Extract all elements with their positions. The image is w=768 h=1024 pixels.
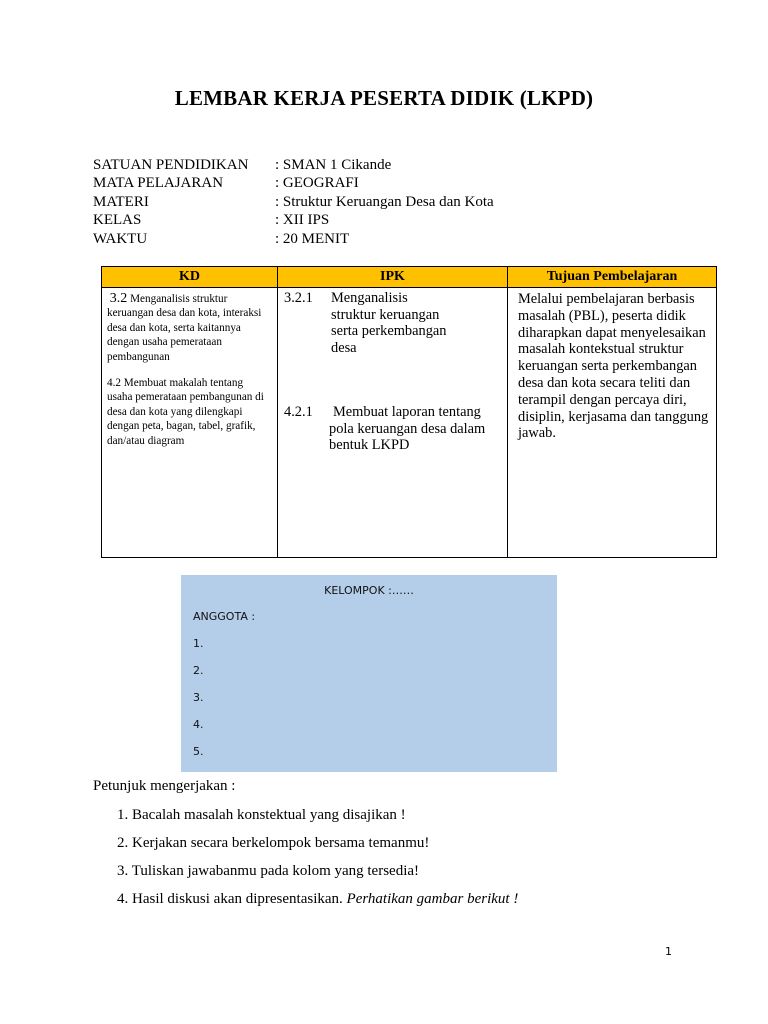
ipk-text: Menganalisis struktur keruangan serta perkembangan desa [331, 290, 447, 356]
member-number: 5. [193, 745, 204, 758]
instruction-item: 1. Bacalah masalah konstektual yang disajikan ! [117, 807, 406, 823]
ipk-number: 4.2.1 [284, 404, 313, 420]
kd-item [107, 376, 271, 448]
kd-text: Menganalisis struktur keruangan desa dan kota, interaksi desa dan kota, serta kaitannya dengan usaha pemerataan pembangunan [107, 293, 262, 363]
info-row [93, 174, 494, 192]
kd-item [107, 292, 271, 364]
members-label: ANGGOTA : [193, 610, 256, 623]
header-kd: KD [102, 267, 278, 288]
ipk-cell [278, 288, 508, 558]
ipk-number: 3.2.1 [284, 290, 313, 306]
info-value: : XII IPS [275, 212, 330, 229]
instruction-item: 2. Kerjakan secara berkelompok bersama temanmu! [117, 835, 430, 851]
info-value: : 20 MENIT [275, 230, 350, 247]
instruction-emphasis: Perhatikan gambar berikut ! [346, 891, 519, 907]
kd-number: 3.2 [109, 291, 128, 306]
kd-text: Membuat makalah tentang usaha pemerataan pembangunan di desa dan kota yang dilengkapi dengan peta, bagan, tabel, grafik, dan/atau diagram [107, 377, 264, 447]
group-title: KELOMPOK :…… [324, 584, 414, 597]
kd-ipk-table [101, 266, 717, 558]
info-value: : GEOGRAFI [275, 175, 359, 192]
page-title: LEMBAR KERJA PESERTA DIDIK (LKPD) [174, 86, 594, 110]
member-number: 3. [193, 691, 204, 704]
info-row [93, 211, 494, 229]
instruction-item [117, 891, 518, 908]
group-box [181, 575, 557, 772]
member-number: 1. [193, 637, 204, 650]
member-number: 2. [193, 664, 204, 677]
info-label: SATUAN PENDIDIKAN [93, 157, 249, 173]
info-label: KELAS [93, 212, 142, 229]
info-label: MATA PELAJARAN [93, 175, 224, 192]
kd-number: 4.2 [107, 377, 121, 390]
info-row [93, 156, 494, 174]
instructions-title: Petunjuk mengerjakan : [93, 778, 236, 794]
info-row [93, 193, 494, 211]
member-number: 4. [193, 718, 204, 731]
info-value: : SMAN 1 Cikande [275, 157, 392, 173]
info-label: MATERI [93, 193, 149, 210]
header-ipk: IPK [278, 267, 508, 288]
header-tujuan: Tujuan Pembelajaran [508, 267, 717, 288]
kd-cell [102, 288, 278, 558]
info-label: WAKTU [93, 230, 148, 247]
info-row [93, 230, 494, 248]
identity-info [93, 156, 494, 248]
instruction-text: 4. Hasil diskusi akan dipresentasikan. [117, 891, 343, 907]
instruction-item: 3. Tuliskan jawabanmu pada kolom yang tersedia! [117, 863, 420, 879]
ipk-text: Membuat laporan tentang pola keruangan desa dalam bentuk LKPD [329, 404, 486, 453]
info-value: : Struktur Keruangan Desa dan Kota [275, 193, 494, 210]
tujuan-cell: Melalui pembelajaran berbasis masalah (PBL), peserta didik diharapkan dapat menyelesaikan masalah kontekstual struktur keruangan serta perkembangan desa dan kota secara teliti dan terampil dengan percaya diri, disiplin, kerjasama dan tanggung jawab. [508, 288, 717, 558]
page-number: 1 [665, 945, 672, 958]
